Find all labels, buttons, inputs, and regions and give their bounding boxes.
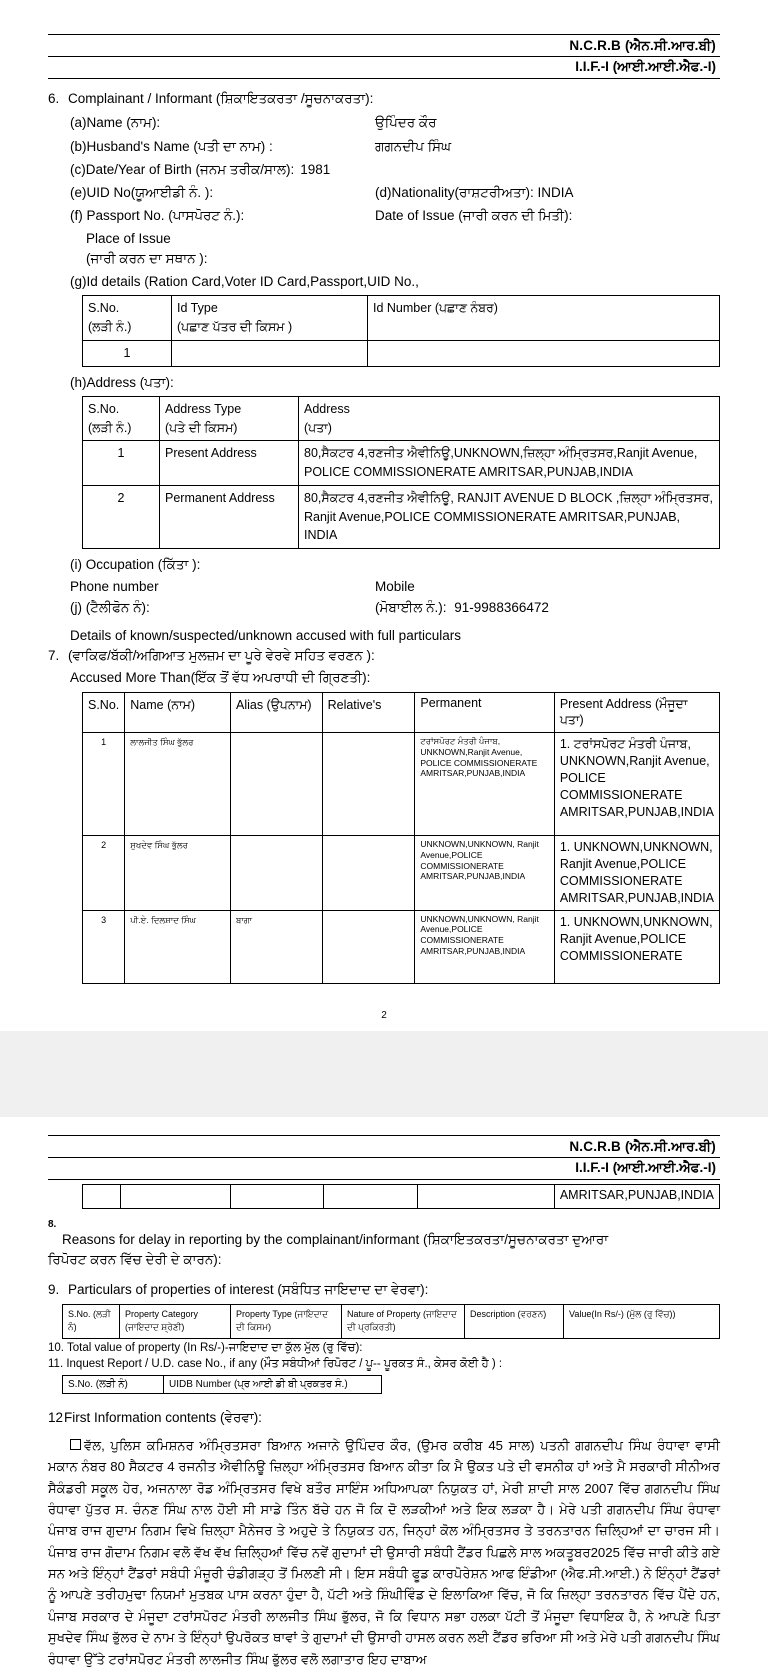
addr-row-type: Present Address — [160, 441, 299, 486]
section-10-number: 10. — [48, 1341, 64, 1354]
accused-name: ਸੁਖਦੇਵ ਸਿੰਘ ਭੁੱਲਰ — [125, 836, 231, 911]
accused-more-than-label: Accused More Than(ਇੱਕ ਤੋਂ ਵੱਧ ਅਪਰਾਧੀ ਦੀ ਗ੍ਰਿਣਤੀ): — [70, 670, 371, 686]
fir-contents — [48, 1435, 720, 1670]
section-9 — [48, 1280, 720, 1338]
id-type-header: Id Type — [177, 301, 218, 316]
section-11 — [48, 1355, 720, 1371]
section-6 — [48, 89, 720, 618]
property-table — [62, 1304, 720, 1339]
id-row-type — [172, 340, 368, 366]
date-of-issue-label: Date of Issue (ਜਾਰੀ ਕਰਨ ਦੀ ਮਿਤੀ): — [375, 208, 573, 224]
id-type-header-pa: (ਪਛਾਣ ਪੱਤਰ ਦੀ ਕਿਸਮ ) — [177, 320, 293, 334]
address-table-wrap — [48, 396, 720, 549]
accused-alias: ਬਾਗਾ — [230, 910, 322, 983]
id-details-table-wrap — [48, 295, 720, 366]
section-6-number: 6. — [48, 91, 60, 106]
page-header — [48, 34, 720, 79]
uidb-table — [62, 1375, 382, 1394]
section-12 — [48, 1408, 720, 1670]
mobile-label-pa: (ਮੋਬਾਈਲ ਨੰ.): — [375, 599, 447, 615]
uid-label: (e)UID No(ਯੂਆਈਡੀ ਨੰ. ): — [70, 185, 214, 200]
addr-row-type: Permanent Address — [160, 485, 299, 548]
section-8 — [48, 1217, 720, 1271]
page-separator — [0, 1031, 768, 1117]
accused-name-header: Name (ਨਾਮ) — [125, 692, 231, 733]
accused-permanent: ਟਰਾਂਸਪੋਰਟ ਮੰਤਰੀ ਪੰਜਾਬ, UNKNOWN,Ranjit Avenue, POLICE COMMISSIONERATE AMRITSAR,PUNJAB,INDIA — [415, 733, 554, 836]
accused-present: 1. ਟਰਾਂਸਪੋਰਟ ਮੰਤਰੀ ਪੰਜਾਬ, UNKNOWN,Ranjit Avenue, POLICE COMMISSIONERATE AMRITSAR,PUNJAB,INDIA — [554, 733, 719, 836]
section-10 — [48, 1339, 720, 1355]
address-table — [82, 396, 720, 549]
prop-value-header: Value(In Rs/-) (ਮੁੱਲ (ਰੁ ਵਿੱਚ)) — [564, 1304, 720, 1338]
fir-contents-text: ਵੱਲ, ਪੁਲਿਸ ਕਮਿਸ਼ਨਰ ਅੰਮ੍ਰਿਤਸਰਾ ਬਿਆਨ ਅਜਾਨੇ ਉਪਿੰਦਰ ਕੌਰ, (ਉਮਰ ਕਰੀਬ 45 ਸਾਲ) ਪਤਨੀ ਗਗਨਦੀਪ ਸਿੰਘ ਰੰਧਾਵਾ ਵਾਸੀ ਮਕਾਨ ਨੰਬਰ 80 ਸੈਕਟਰ 4 ਰਜਨੀਤ ਐਵੀਨਿਊ ਜ਼ਿਲ੍ਹਾ ਅੰਮ੍ਰਿਤਸਰ ਬਿਆਨ ਕੀਤਾ ਕਿ ਮੈ ਉਕਤ ਪਤੇ ਦੀ ਵਸਨੀਕ ਹਾਂ ਅਤੇ ਮੈ ਸਰਕਾਰੀ ਸੀਨੀਅਰ ਸੈਕੰਡਰੀ ਸਕੂਲ ਹੇਰ, ਅਜਨਾਲਾ ਰੋਡ ਅੰਮ੍ਰਿਤਸਰ ਵਿਖੇ ਬਤੌਰ ਸਾਇੰਸ ਅਧਿਆਪਕਾ ਨਿਯੁਕਤ ਹਾਂ, ਮੇਰੀ ਸ਼ਾਦੀ ਸਾਲ 2007 ਵਿੱਚ ਗਗਨਦੀਪ ਸਿੰਘ ਰੰਧਾਵਾ ਪੁੱਤਰ ਸ. ਚੰਨਣ ਸਿੰਘ ਨਾਲ ਹੋਈ ਸੀ ਸਾਡੇ ਤਿੰਨ ਬੱਚੇ ਹਨ ਜੋ ਕਿ ਦੋ ਲੜਕੀਆਂ ਅਤੇ ਇਕ ਲੜਕਾ ਹੈ। ਮੇਰੇ ਪਤੀ ਗਗਨਦੀਪ ਸਿੰਘ ਰੰਧਾਵਾ ਪੰਜਾਬ ਰਾਜ ਗੁਦਾਮ ਨਿਗਮ ਵਿਖੇ ਜ਼ਿਲ੍ਹਾ ਮੈਨੇਜਰ ਤੇ ਅਹੁਦੇ ਤੇ ਨਿਯੁਕਤ ਹਨ, ਜਿਨ੍ਹਾਂ ਕੋਲ ਅੰਮ੍ਰਿਤਸਰ ਤੇ ਤਰਨਤਾਰਨ ਜ਼ਿਲ੍ਹਿਆਂ ਦਾ ਚਾਰਜ ਸੀ। ਪੰਜਾਬ ਰਾਜ ਗੋਦਾਮ ਨਿਗਮ ਵਲੋ ਵੱਖ ਵੱਖ ਜ਼ਿਲ੍ਹਿਆਂ ਵਿੱਚ ਨਵੇਂ ਗੁਦਾਮਾਂ ਦੀ ਉਸਾਰੀ ਸਬੰਧੀ ਟੈਂਡਰ ਪਿਛਲੇ ਸਾਲ ਅਕਤੂਬਰ2025 ਵਿੱਚ ਜਾਰੀ ਕੀਤੇ ਗਏ ਸਨ ਅਤੇ ਇੰਨ੍ਹਾਂ ਟੈਂਡਰਾਂ ਸਬੰਧੀ ਮੰਜ਼ੂਰੀ ਚੰਡੀਗੜ੍ਹ ਤੋਂ ਮਿਲਣੀ ਸੀ। ਇਸ ਸਬੰਧੀ ਫੂਡ ਕਾਰਪੋਰੇਸ਼ਨ ਆਫ ਇੰਡੀਆ (ਐਫ.ਸੀ.ਆਈ.) ਨੇ ਇੰਨ੍ਹਾਂ ਟੈਂਡਰਾਂ ਨੂੰ ਆਪਣੇ ਤਰੀਹਮੁਢਾ ਨਿਯਮਾਂ ਮੁਤਬਕ ਪਾਸ ਕਰਨਾ ਹੁੰਦਾ ਹੈ, ਪੱਟੀ ਅਤੇ ਸ਼ਿੰਘੀਵਿੰਡ ਦੇ ਇਲਾਕਿਆ ਵਿੱਚ, ਜੋ ਕਿ ਜ਼ਿਲ੍ਹਾ ਤਰਨਤਾਰਨ ਵਿੱਚ ਪੈਂਦੇ ਹਨ, ਪੰਜਾਬ ਸਰਕਾਰ ਦੇ ਮੰਜੂਦਾ ਟਰਾਂਸਪੋਰਟ ਮੰਤਰੀ ਲਾਲਜੀਤ ਸਿੰਘ ਭੁੱਲਰ, ਜੋ ਕਿ ਵਿਧਾਨ ਸਭਾ ਹਲਕਾ ਪੱਟੀ ਤੋਂ ਮੰਜੂਦਾ ਵਿਧਾਇਕ ਹੈ, ਨੇ ਆਪਣੇ ਪਿਤਾ ਸੁਖਦੇਵ ਸਿੰਘ ਭੁੱਲਰ ਦੇ ਨਾਮ ਤੇ ਇੰਨ੍ਹਾਂ ਉਪਰੋਕਤ ਥਾਵਾਂ ਤੇ ਗੁਦਾਮਾਂ ਦੀ ਉਸਾਰੀ ਹਾਸਲ ਕਰਨ ਲਈ ਟੈਂਡਰ ਭਰਿਆ ਸੀ ਅਤੇ ਮੇਰੇ ਪਤੀ ਗਗਨਦੀਪ ਸਿੰਘ ਰੰਧਾਵਾ ਉੱਤੇ ਟਰਾਂਸਪੋਰਟ ਮੰਤਰੀ ਲਾਲਜੀਤ ਸਿੰਘ ਭੁੱਲਰ ਵਲੋ ਲਗਾਤਾਰ ਇਹ ਦਾਬਾਅ — [48, 1437, 720, 1667]
addr-sno-header: S.No. — [88, 401, 120, 416]
id-details-label: (g)Id details (Ration Card,Voter ID Card,Passport,UID No., — [70, 274, 419, 289]
iif-label: I.I.F.-I (ਆਈ.ਆਈ.ਐਫ.-I) — [48, 56, 720, 79]
passport-label: (f) Passport No. (ਪਾਸਪੋਰਟ ਨੰ.): — [70, 208, 245, 224]
accused-name: ਪੀ.ਏ. ਦਿਲਸ਼ਾਦ ਸਿੰਘ — [125, 910, 231, 983]
section-10-text: Total value of property (In Rs/-)-ਜਾਇਦਾਦ ਦਾ ਕੁੱਲ ਮੁੱਲ (ਰੁ ਵਿੱਚ): — [67, 1341, 363, 1354]
section-11-text: Inquest Report / U.D. case No., if any (ਮੌਤ ਸਬੰਧੀਆਂ ਰਿਪੋਰਟ / ਪੂ-- ਪੂਰਕਤ ਸੰ., ਕੇਸਰ ਕੋਈ ਹੈ ) : — [66, 1357, 503, 1370]
accused-sno-header: S.No. — [83, 692, 125, 733]
accused-permanent: UNKNOWN,UNKNOWN, Ranjit Avenue,POLICE COMMISSIONERATE AMRITSAR,PUNJAB,INDIA — [415, 836, 554, 911]
place-of-issue-label-pa: (ਜਾਰੀ ਕਰਨ ਦਾ ਸਥਾਨ ): — [86, 250, 208, 266]
accused-relative — [322, 910, 415, 983]
prop-category-header: Property Category (ਜਾਇਦਾਦ ਸ਼੍ਰੇਣੀ) — [120, 1304, 231, 1338]
accused-relative — [322, 836, 415, 911]
accused-permanent: UNKNOWN,UNKNOWN, Ranjit Avenue,POLICE COMMISSIONERATE AMRITSAR,PUNJAB,INDIA — [415, 910, 554, 983]
cont-cell-4 — [324, 1184, 417, 1208]
id-row-sno: 1 — [83, 340, 172, 366]
accused-relative-header: Relative's — [322, 692, 415, 733]
addr-header: Address — [304, 401, 350, 416]
mobile-label: Mobile — [375, 579, 415, 595]
addr-row-address: 80,ਸੈਕਟਰ 4,ਰਣਜੀਤ ਐਵੀਨਿਊ,UNKNOWN,ਜ਼ਿਲ੍ਹਾ ਅੰਮ੍ਰਿਤਸਰ,Ranjit Avenue, POLICE COMMISSIONERATE AMRITSAR,PUNJAB,INDIA — [299, 441, 720, 486]
bullet-box-icon — [70, 1439, 81, 1450]
nationality-value: INDIA — [537, 185, 574, 200]
mobile-block — [375, 598, 549, 618]
section-12-title: First Information contents (ਵੇਰਵਾ): — [64, 1409, 262, 1425]
accused-sno: 2 — [83, 836, 125, 911]
accused-name: ਲਾਲਜੀਤ ਸਿੰਘ ਭੁੱਲਰ — [125, 733, 231, 836]
husband-name-label: (b)Husband's Name (ਪਤੀ ਦਾ ਨਾਮ) : — [70, 138, 273, 154]
section-7 — [48, 626, 720, 984]
nationality-block — [375, 183, 573, 203]
cont-cell-2 — [120, 1184, 230, 1208]
prop-type-header: Property Type (ਜਾਇਦਾਦ ਦੀ ਕਿਸਮ) — [231, 1304, 342, 1338]
addr-row-address: 80,ਸੈਕਟਰ 4,ਰਣਜੀਤ ਐਵੀਨਿਊ, RANJIT AVENUE D BLOCK ,ਜ਼ਿਲ੍ਹਾ ਅੰਮ੍ਰਿਤਸਰ, Ranjit Avenue,POLICE COMMISSIONERATE AMRITSAR,PUNJAB, INDIA — [299, 485, 720, 548]
id-sno-header-pa: (ਲੜੀ ਨੰ.) — [88, 320, 132, 334]
id-number-header: Id Number (ਪਛਾਣ ਨੰਬਰ) — [368, 296, 720, 341]
id-row-number — [368, 340, 720, 366]
id-sno-header: S.No. — [88, 301, 120, 316]
accused-table-wrap — [48, 692, 720, 984]
section-8-number: 8. — [48, 1218, 57, 1230]
accused-alias — [230, 733, 322, 836]
addr-row-sno: 1 — [83, 441, 160, 486]
table-row — [83, 733, 720, 836]
page-number: 2 — [381, 1009, 387, 1021]
accused-alias-header: Alias (ਉਪਨਾਮ) — [230, 692, 322, 733]
mobile-value: 91-9988366472 — [454, 599, 549, 615]
accused-alias — [230, 836, 322, 911]
addr-type-header: Address Type — [165, 401, 242, 416]
cont-address-value: AMRITSAR,PUNJAB,INDIA — [554, 1184, 719, 1208]
uidb-number-header: UIDB Number (ਪ੍ਰ ਆਈ ਡੀ ਬੀ ਪ੍ਰਕਤਰ ਸੰ.) — [164, 1375, 382, 1393]
dob-value: 1981 — [300, 161, 331, 177]
page-header-2 — [48, 1135, 720, 1180]
page-2 — [0, 1135, 768, 1670]
prop-description-header: Description (ਵਰਣਨ) — [465, 1304, 564, 1338]
table-row — [83, 910, 720, 983]
accused-permanent-header: Permanent — [415, 692, 554, 733]
section-6-title: Complainant / Informant (ਸ਼ਿਕਾਇਤਕਰਤਾ /ਸੂਚਨਾਕਰਤਾ): — [68, 91, 374, 106]
occupation-label: (i) Occupation (ਕਿੱਤਾ ): — [70, 557, 201, 572]
address-label: (h)Address (ਪਤਾ): — [70, 374, 174, 390]
document-page — [0, 34, 768, 1670]
phone-label: Phone number — [70, 579, 159, 595]
iif-label: I.I.F.-I (ਆਈ.ਆਈ.ਐਫ.-I) — [48, 1157, 720, 1180]
ncrb-label: N.C.R.B (ਐਨ.ਸੀ.ਆਰ.ਬੀ) — [569, 1138, 716, 1154]
table-row — [83, 836, 720, 911]
complainant-name-value: ਉਪਿੰਦਰ ਕੌਰ — [375, 115, 437, 131]
section-9-number: 9. — [48, 1282, 60, 1298]
accused-intro: Details of known/suspected/unknown accused with full particulars — [70, 627, 461, 643]
accused-present: 1. UNKNOWN,UNKNOWN, Ranjit Avenue,POLICE COMMISSIONERATE AMRITSAR,PUNJAB,INDIA — [554, 836, 719, 911]
cont-cell-5 — [417, 1184, 554, 1208]
accused-present: 1. UNKNOWN,UNKNOWN, Ranjit Avenue,POLICE COMMISSIONERATE — [554, 910, 719, 983]
continued-address-table-wrap — [48, 1184, 720, 1209]
accused-relative — [322, 733, 415, 836]
prop-nature-header: Nature of Property (ਜਾਇਦਾਦ ਦੀ ਪ੍ਰਕਿਰਤੀ) — [342, 1304, 465, 1338]
continued-address-table — [82, 1184, 720, 1209]
accused-table — [82, 692, 720, 984]
prop-sno-header: S.No. (ਲੜੀ ਨੰ) — [63, 1304, 120, 1338]
dob-label: (c)Date/Year of Birth (ਜਨਮ ਤਰੀਕ/ਸਾਲ): — [70, 161, 295, 177]
place-of-issue-label: Place of Issue — [86, 230, 171, 246]
uidb-sno-header: S.No. (ਲੜੀ ਨੰ) — [63, 1375, 164, 1393]
cont-cell-1 — [83, 1184, 121, 1208]
husband-name-value: ਗਗਨਦੀਪ ਸਿੰਘ — [375, 138, 452, 154]
section-8-line2: ਰਿਪੋਰਟ ਕਰਨ ਵਿੱਚ ਦੇਰੀ ਦੇ ਕਾਰਨ): — [48, 1252, 222, 1267]
section-11-number: 11. — [48, 1357, 64, 1370]
cont-cell-3 — [231, 1184, 324, 1208]
uidb-table-wrap — [48, 1375, 720, 1394]
section-7-title: (ਵਾਕਿਫ/ਬੱਕੀ/ਅਗਿਆਤ ਮੁਲਜ਼ਮ ਦਾ ਪੂਰੇ ਵੇਰਵੇ ਸਹਿਤ ਵਰਣਨ ): — [68, 648, 375, 663]
section-7-number: 7. — [48, 648, 60, 663]
id-details-table — [82, 295, 720, 366]
addr-type-header-pa: (ਪਤੇ ਦੀ ਕਿਸਮ) — [165, 420, 238, 435]
phone-label-pa: (j) (ਟੈਲੀਫੋਨ ਨੰ): — [70, 599, 150, 615]
accused-sno: 3 — [83, 910, 125, 983]
accused-sno: 1 — [83, 733, 125, 836]
addr-sno-header-pa: (ਲੜੀ ਨੰ.) — [88, 420, 132, 435]
property-table-wrap — [48, 1304, 720, 1339]
complainant-name-label: (a)Name (ਨਾਮ): — [70, 115, 161, 131]
section-8-line1: Reasons for delay in reporting by the complainant/informant (ਸ਼ਿਕਾਇਤਕਰਤਾ/ਸੂਚਨਾਕਰਤਾ ਦੁਆਰਾ — [62, 1231, 609, 1247]
addr-header-pa: (ਪਤਾ) — [304, 420, 332, 435]
ncrb-label: N.C.R.B (ਐਨ.ਸੀ.ਆਰ.ਬੀ) — [569, 38, 716, 53]
section-12-number: 12 — [48, 1409, 64, 1425]
nationality-label: (d)Nationality(ਰਾਸ਼ਟਰੀਅਤਾ): — [375, 185, 534, 200]
addr-row-sno: 2 — [83, 485, 160, 548]
section-9-title: Particulars of properties of interest (ਸਬੰਧਿਤ ਜਾਇਦਾਦ ਦਾ ਵੇਰਵਾ): — [68, 1282, 429, 1298]
page-1 — [0, 34, 768, 1031]
accused-present-header: Present Address (ਮੌਜੂਦਾ ਪਤਾ) — [554, 692, 719, 733]
